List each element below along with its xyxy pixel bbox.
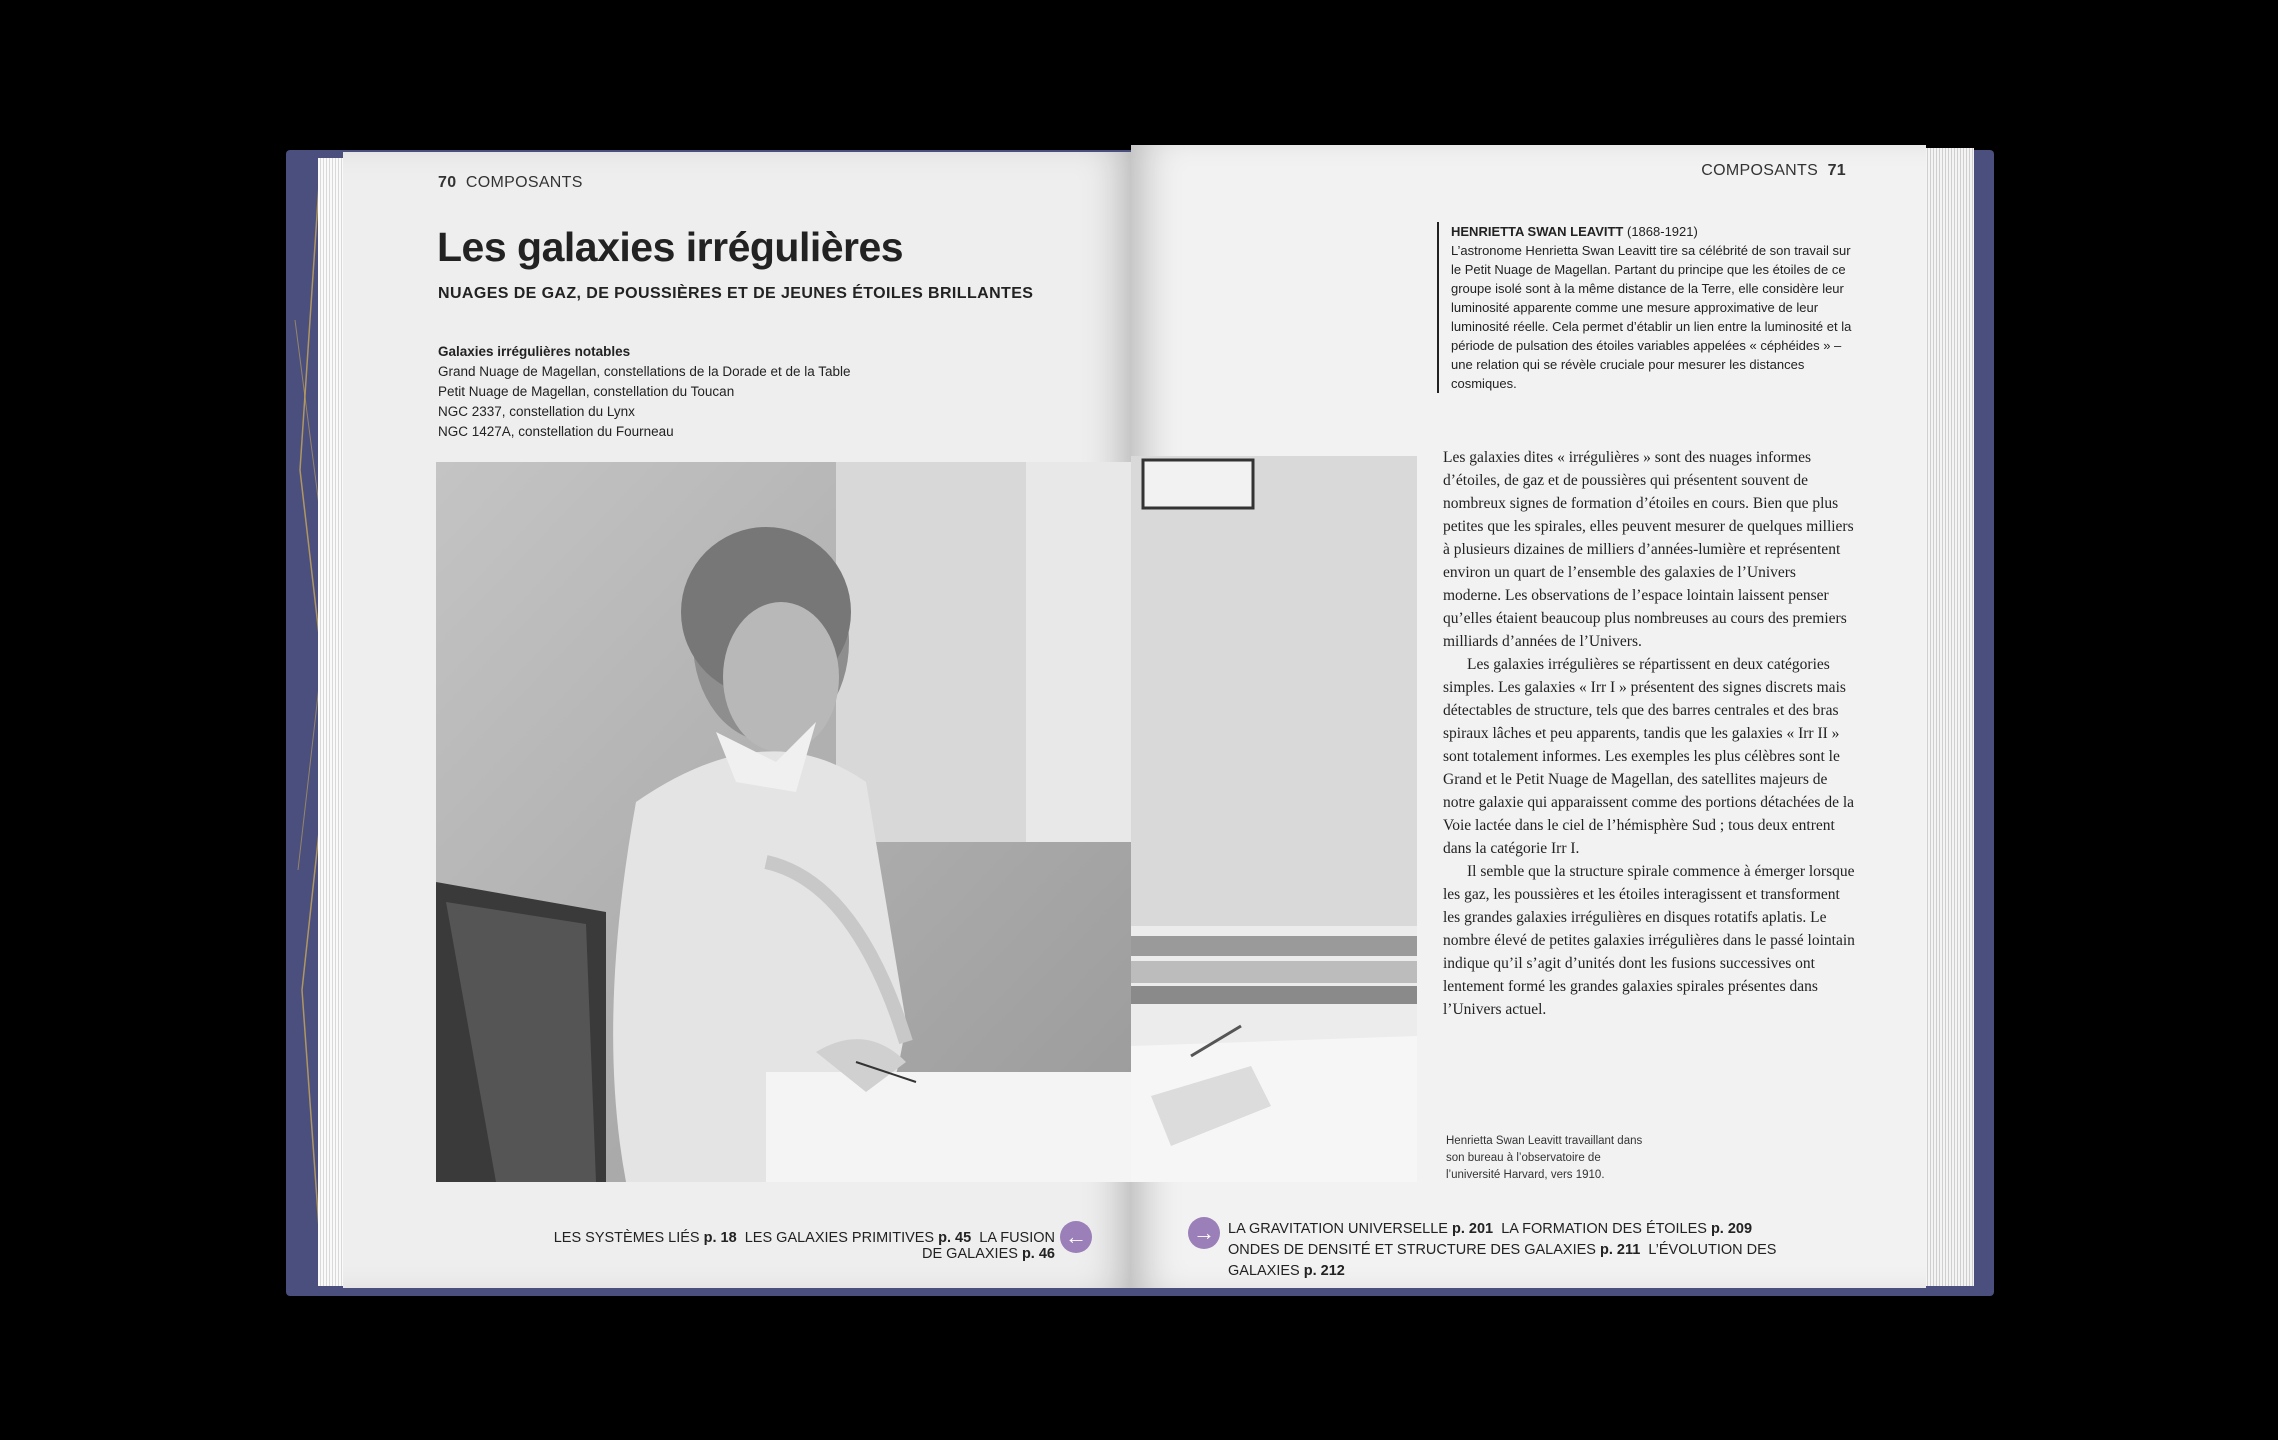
page-edges-right xyxy=(1922,148,1974,1286)
right-cross-references xyxy=(1228,1219,1848,1282)
list-item: NGC 2337, constellation du Lynx xyxy=(438,404,635,419)
xref-link[interactable]: L’ÉVOLUTION DES GALAXIES p. 212 xyxy=(1228,1242,1777,1279)
xref-link[interactable]: LES GALAXIES PRIMITIVES p. 45 xyxy=(744,1230,972,1246)
xref-link[interactable]: LES SYSTÈMES LIÉS p. 18 xyxy=(553,1230,737,1246)
photo-caption: Henrietta Swan Leavitt travaillant dans son bureau à l’observatoire de l’université Harvard, vers 1910. xyxy=(1446,1135,1643,1181)
arrow-right-icon[interactable]: → xyxy=(1188,1217,1220,1249)
list-item: Grand Nuage de Magellan, constellations de la Dorade et de la Table xyxy=(438,364,851,379)
right-page-number: 71 xyxy=(1827,162,1846,179)
arrow-left-icon[interactable]: ← xyxy=(1060,1221,1092,1253)
body-paragraph: Les galaxies dites « irrégulières » sont des nuages informes d’étoiles, de gaz et de poussières qui présentent souvent de nombreux signes de formation d’étoiles en cours. Bien que plus petites que les spirales, elles peuvent mesurer de quelques milliers à plusieurs dizaines de milliers d’années-lumière et représentent environ un quart de l’ensemble des galaxies de l’Univers moderne. Les observations de l’espace lointain laissent penser qu’elles étaient beaucoup plus nombreuses au cours des premiers milliards d’années de l’Univers. xyxy=(1443,449,1854,650)
body-paragraph: Les galaxies irrégulières se répartissent en deux catégories simples. Les galaxies « Irr I » présentent des signes discrets mais détectables de structure, tels que des barres centrales et des bras spiraux lâches et peu apparents, tandis que les galaxies « Irr II » sont totalement informes. Les exemples les plus célèbres sont le Grand et le Petit Nuage de Magellan, des satellites majeurs de notre galaxie qui apparaissent comme des portions détachées de la Voie lactée dans le ciel de l’hémisphère Sud ; tous deux entrent dans la catégorie Irr I. xyxy=(1443,656,1855,857)
xref-link[interactable]: LA GRAVITATION UNIVERSELLE p. 201 xyxy=(1228,1221,1494,1237)
sidebar-name: HENRIETTA SWAN LEAVITT xyxy=(1451,224,1624,239)
notable-galaxies-list xyxy=(438,342,998,442)
xref-link[interactable]: LA FORMATION DES ÉTOILES p. 209 xyxy=(1501,1221,1753,1237)
leavitt-photo-right xyxy=(1131,456,1417,1182)
main-body-text xyxy=(1443,446,1856,1021)
body-paragraph: Il semble que la structure spirale commence à émerger lorsque les gaz, les poussières et les étoiles interagissent et transforment les grandes galaxies irrégulières en disques rotatifs aplatis. Le nombre élevé de petites galaxies irrégulières dans le passé lointain indique qu’il s’agit d’unités dont les fusions successives ont lentement formé les grandes galaxies spirales présentes dans l’Univers actuel. xyxy=(1443,863,1855,1018)
list-item: Petit Nuage de Magellan, constellation du Toucan xyxy=(438,384,735,399)
notable-heading: Galaxies irrégulières notables xyxy=(438,344,631,359)
biography-sidebar xyxy=(1437,222,1861,393)
left-folio xyxy=(438,174,583,192)
right-section-label: COMPOSANTS xyxy=(1701,162,1819,179)
xref-link[interactable]: LA FUSION DE GALAXIES p. 46 xyxy=(922,1230,1055,1262)
xref-link[interactable]: ONDES DE DENSITÉ ET STRUCTURE DES GALAXIES p. 211 xyxy=(1228,1242,1641,1258)
right-folio xyxy=(1620,162,1846,180)
page-title: Les galaxies irrégulières xyxy=(437,224,904,270)
sidebar-dates: (1868-1921) xyxy=(1623,224,1698,239)
leavitt-photo-left xyxy=(436,462,1131,1182)
page-subtitle: NUAGES DE GAZ, DE POUSSIÈRES ET DE JEUNES ÉTOILES BRILLANTES xyxy=(438,285,1034,302)
list-item: NGC 1427A, constellation du Fourneau xyxy=(438,424,674,439)
sidebar-text: L’astronome Henrietta Swan Leavitt tire sa célébrité de son travail sur le Petit Nuage de Magellan. Partant du principe que les étoiles de ce groupe isolé sont à la même distance de la Terre, elle considère leur luminosité apparente comme une mesure approximative de leur luminosité réelle. Cela permet d’établir un lien entre la luminosité et la période de pulsation des étoiles variables appelées « céphéides » – une relation qui se révèle cruciale pour mesurer les distances cosmiques. xyxy=(1451,243,1852,391)
left-page-number: 70 xyxy=(438,174,457,191)
left-cross-references xyxy=(530,1230,1055,1262)
left-section-label: COMPOSANTS xyxy=(465,174,583,191)
page-edges-left xyxy=(318,158,346,1286)
